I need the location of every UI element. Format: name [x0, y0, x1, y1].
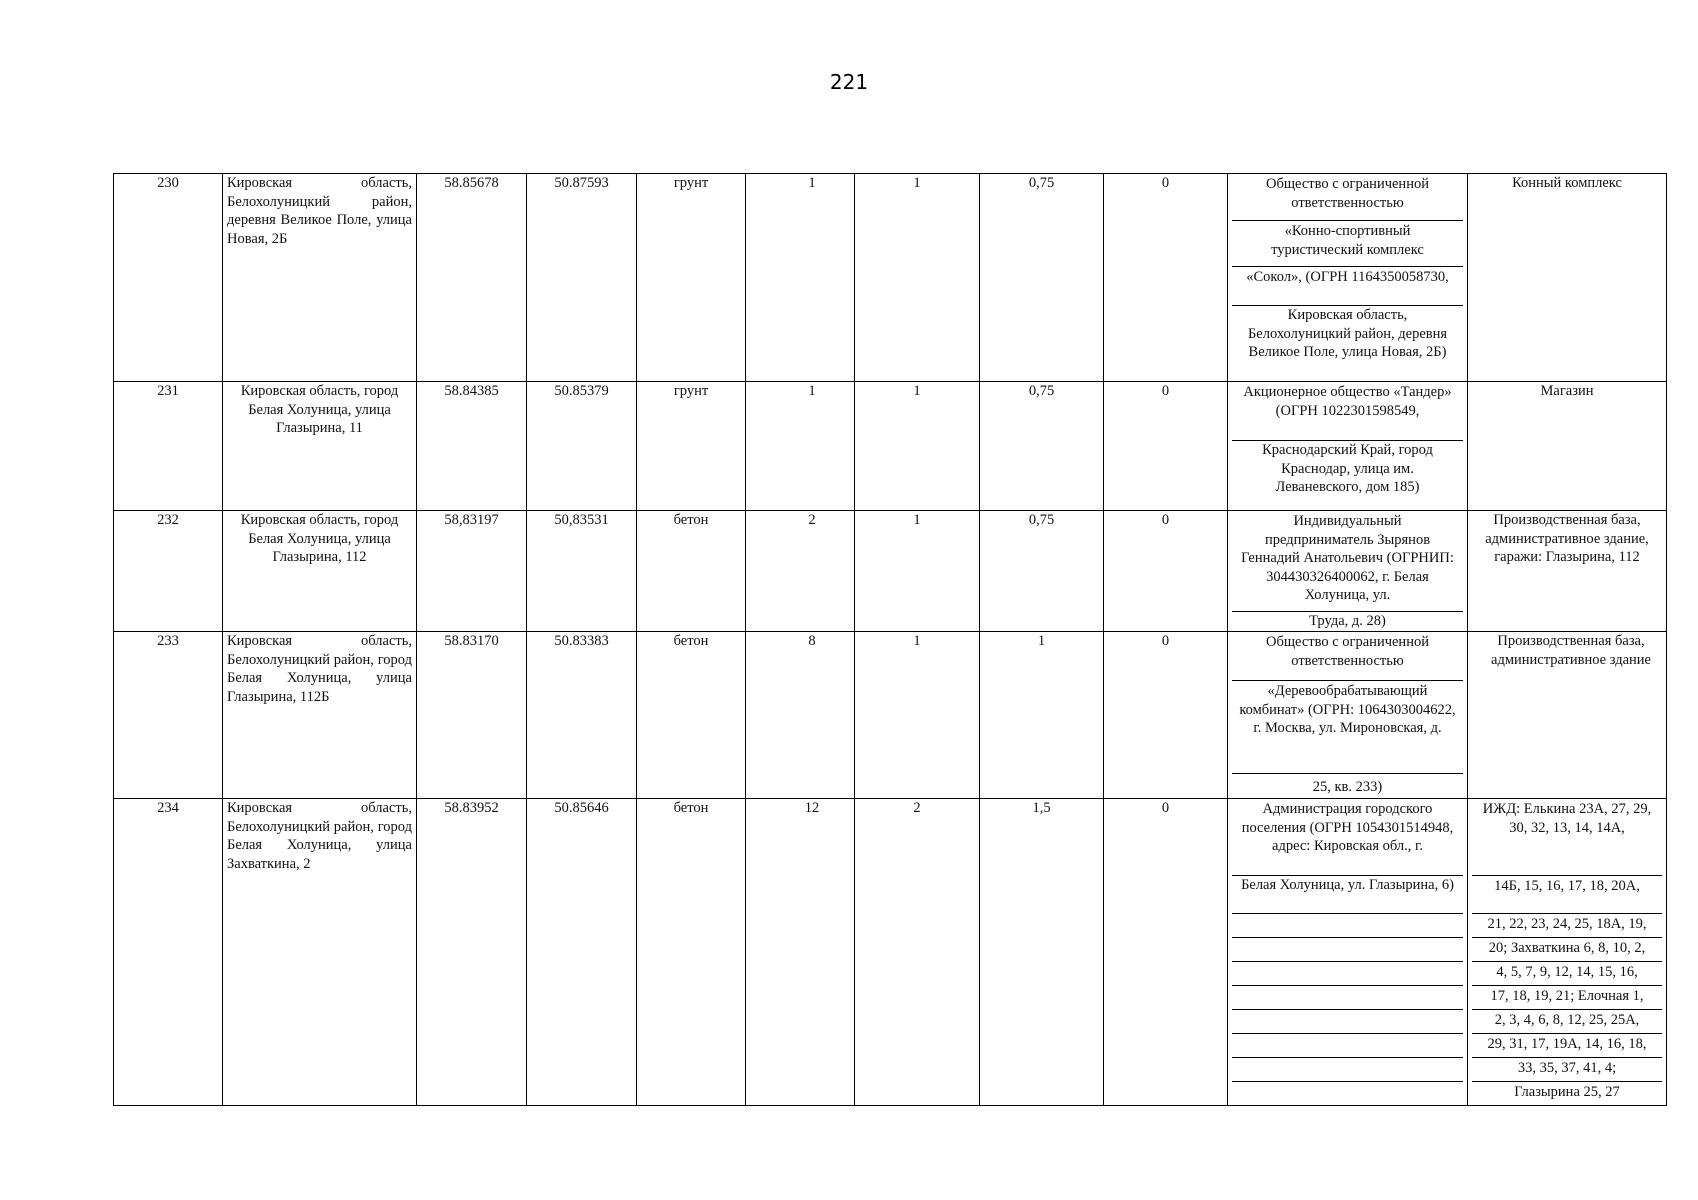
- owner-line: Кировская область, Белохолуницкий район, деревня Великое Поле, улица Новая, 2Б): [1232, 305, 1463, 381]
- register-table: [113, 173, 1667, 1106]
- row-surface: бетон: [637, 632, 746, 799]
- row-col1: 2: [746, 511, 855, 632]
- row-address: Кировская область, город Белая Холуница, улица Глазырина, 11: [223, 382, 417, 511]
- row-surface: грунт: [637, 174, 746, 382]
- owner-line: Общество с ограниченной ответственностью: [1266, 176, 1429, 211]
- owner-line: [1232, 1033, 1463, 1057]
- row-surface: бетон: [637, 799, 746, 1106]
- owner-line: [1232, 961, 1463, 985]
- row-col3: 1,5: [980, 799, 1104, 1106]
- object-line: 4, 5, 7, 9, 12, 14, 15, 16,: [1472, 961, 1662, 985]
- owner-line: [1232, 1057, 1463, 1081]
- row-number: 231: [114, 382, 223, 511]
- row-address: Кировская область, Белохолуницкий район, город Белая Холуница, улица Захваткина, 2: [223, 799, 417, 1106]
- row-object: [1468, 799, 1667, 1106]
- row-number: 233: [114, 632, 223, 799]
- row-surface: бетон: [637, 511, 746, 632]
- owner-line: «Деревообрабатывающий комбинат» (ОГРН: 1064303004622, г. Москва, ул. Мироновская, д.: [1232, 680, 1463, 773]
- row-col2: 2: [855, 799, 980, 1106]
- table-row: [114, 632, 1667, 799]
- row-owner: [1228, 632, 1468, 799]
- row-number: 230: [114, 174, 223, 382]
- owner-line: «Конно-спортивный туристический комплекс: [1232, 220, 1463, 266]
- object-line: ИЖД: Елькина 23А, 27, 29, 30, 32, 13, 14, 14А,: [1482, 801, 1652, 836]
- row-object: Производственная база, административное здание: [1468, 632, 1667, 799]
- row-surface: грунт: [637, 382, 746, 511]
- row-longitude: 50.83383: [527, 632, 637, 799]
- object-line: 14Б, 15, 16, 17, 18, 20А,: [1472, 875, 1662, 913]
- row-col1: 8: [746, 632, 855, 799]
- row-object: Производственная база, административное здание, гаражи: Глазырина, 112: [1468, 511, 1667, 632]
- row-owner: [1228, 174, 1468, 382]
- row-col4: 0: [1104, 511, 1228, 632]
- page-number: 221: [829, 70, 869, 94]
- row-longitude: 50.85379: [527, 382, 637, 511]
- object-line: Глазырина 25, 27: [1472, 1081, 1662, 1105]
- object-line: 2, 3, 4, 6, 8, 12, 25, 25А,: [1472, 1009, 1662, 1033]
- owner-line: Индивидуальный предприниматель Зырянов Геннадий Анатольевич (ОГРНИП: 304430326400062, г. Белая Холуница, ул.: [1241, 513, 1454, 603]
- owner-line: [1232, 913, 1463, 937]
- row-latitude: 58.84385: [417, 382, 527, 511]
- row-col3: 0,75: [980, 511, 1104, 632]
- row-col4: 0: [1104, 174, 1228, 382]
- object-line: 20; Захваткина 6, 8, 10, 2,: [1472, 937, 1662, 961]
- table-row: [114, 799, 1667, 1106]
- owner-line: Краснодарский Край, город Краснодар, улица им. Леваневского, дом 185): [1232, 440, 1463, 510]
- owner-line: [1232, 1009, 1463, 1033]
- row-col1: 1: [746, 382, 855, 511]
- row-number: 234: [114, 799, 223, 1106]
- row-latitude: 58.83952: [417, 799, 527, 1106]
- owner-line: Акционерное общество «Тандер» (ОГРН 1022301598549,: [1243, 384, 1452, 419]
- owner-line: [1232, 937, 1463, 961]
- owner-line: Общество с ограниченной ответственностью: [1266, 634, 1429, 669]
- row-col4: 0: [1104, 632, 1228, 799]
- row-col2: 1: [855, 382, 980, 511]
- table-row: [114, 382, 1667, 511]
- row-col2: 1: [855, 174, 980, 382]
- row-longitude: 50.85646: [527, 799, 637, 1106]
- object-line: 21, 22, 23, 24, 25, 18А, 19,: [1472, 913, 1662, 937]
- row-object: Магазин: [1468, 382, 1667, 511]
- owner-line: «Сокол», (ОГРН 1164350058730,: [1232, 266, 1463, 305]
- row-address: Кировская область, Белохолуницкий район, деревня Великое Поле, улица Новая, 2Б: [223, 174, 417, 382]
- object-line: 17, 18, 19, 21; Елочная 1,: [1472, 985, 1662, 1009]
- row-col1: 1: [746, 174, 855, 382]
- object-line: 33, 35, 37, 41, 4;: [1472, 1057, 1662, 1081]
- row-object: Конный комплекс: [1468, 174, 1667, 382]
- row-col3: 0,75: [980, 382, 1104, 511]
- owner-line: Администрация городского поселения (ОГРН 1054301514948, адрес: Кировская обл., г.: [1241, 801, 1454, 854]
- row-longitude: 50,83531: [527, 511, 637, 632]
- row-col2: 1: [855, 511, 980, 632]
- row-owner: [1228, 382, 1468, 511]
- owner-line: 25, кв. 233): [1232, 773, 1463, 798]
- row-col1: 12: [746, 799, 855, 1106]
- owner-line: Труда, д. 28): [1232, 611, 1463, 631]
- row-address: Кировская область, Белохолуницкий район, город Белая Холуница, улица Глазырина, 112Б: [223, 632, 417, 799]
- owner-line: Белая Холуница, ул. Глазырина, 6): [1232, 875, 1463, 913]
- row-col4: 0: [1104, 382, 1228, 511]
- row-latitude: 58.83170: [417, 632, 527, 799]
- row-latitude: 58.85678: [417, 174, 527, 382]
- row-address: Кировская область, город Белая Холуница, улица Глазырина, 112: [223, 511, 417, 632]
- row-col3: 1: [980, 632, 1104, 799]
- row-longitude: 50.87593: [527, 174, 637, 382]
- table-row: [114, 511, 1667, 632]
- row-number: 232: [114, 511, 223, 632]
- row-col4: 0: [1104, 799, 1228, 1106]
- row-col2: 1: [855, 632, 980, 799]
- owner-line: [1232, 985, 1463, 1009]
- object-line: 29, 31, 17, 19А, 14, 16, 18,: [1472, 1033, 1662, 1057]
- row-owner: [1228, 799, 1468, 1106]
- row-col3: 0,75: [980, 174, 1104, 382]
- table-row: [114, 174, 1667, 382]
- row-owner: [1228, 511, 1468, 632]
- row-latitude: 58,83197: [417, 511, 527, 632]
- owner-line: [1232, 1081, 1463, 1105]
